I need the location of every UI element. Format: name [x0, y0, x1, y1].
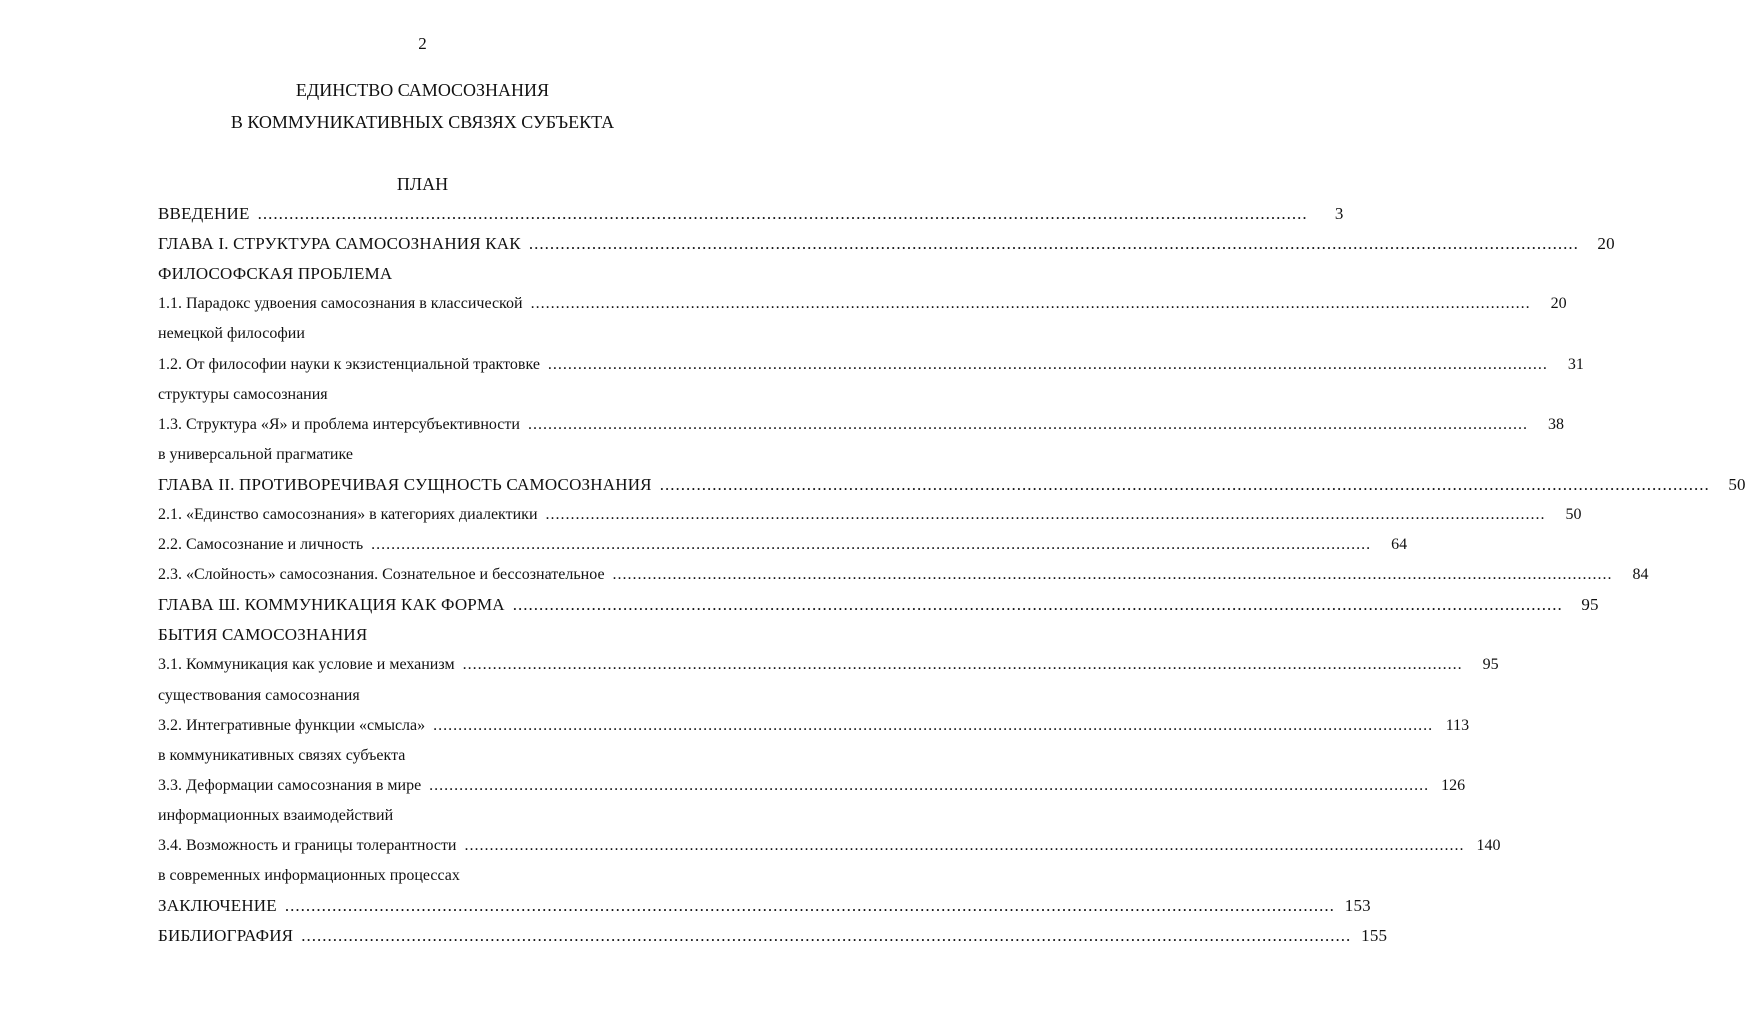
toc-entry — [158, 349, 1584, 379]
page-number: 2 — [418, 34, 427, 53]
toc-entry-title: ГЛАВА I. СТРУКТУРА САМОСОЗНАНИЯ КАК — [158, 234, 521, 254]
toc-entry — [158, 771, 1466, 801]
toc-entry-line — [158, 505, 1582, 524]
toc-entry-line — [158, 896, 1371, 916]
toc-entry-title: БИБЛИОГРАФИЯ — [158, 926, 294, 946]
toc-entry — [158, 500, 1582, 530]
toc-entry-title: 1.2. От философии науки к экзистенциальной трактовке — [158, 355, 540, 373]
toc-entry — [158, 921, 1388, 951]
toc-page-number: 126 — [1441, 776, 1466, 794]
toc-page-number: 153 — [1344, 896, 1371, 916]
toc-entry-title: 3.2. Интегративные функции «смысла» — [158, 716, 426, 734]
toc-page-number: 64 — [1391, 536, 1408, 554]
toc-leader-dots: ........................................................................................................................................................................................................ — [257, 204, 1308, 224]
toc-leader-dots: ........................................................................................................................................................................................................ — [659, 474, 1710, 494]
toc-entry-title: 3.4. Возможность и границы толерантности — [158, 837, 457, 855]
toc-entry — [158, 199, 1344, 229]
toc-entry-title-continuation: ФИЛОСОФСКАЯ ПРОБЛЕМА — [158, 264, 393, 284]
toc-leader-dots: ........................................................................................................................................................................................................ — [464, 837, 1465, 855]
toc-entry-line — [158, 716, 1470, 735]
toc-entry — [158, 470, 1746, 500]
toc-entry-title-continuation: информационных взаимодействий — [158, 806, 394, 824]
plan-heading: ПЛАН — [396, 174, 449, 194]
toc-entry-title: ГЛАВА Ш. КОММУНИКАЦИЯ КАК ФОРМА — [158, 595, 505, 615]
toc-leader-dots: ........................................................................................................................................................................................................ — [527, 415, 1528, 433]
toc-page-number: 113 — [1445, 716, 1470, 734]
toc-entry-line — [158, 656, 1499, 674]
toc-entry — [158, 590, 1599, 620]
toc-leader-dots: ........................................................................................................................................................................................................ — [512, 595, 1563, 615]
toc-page-number: 3 — [1334, 204, 1344, 224]
toc-entry-title: ЗАКЛЮЧЕНИЕ — [158, 896, 277, 916]
toc-entry-title-continuation: структуры самосознания — [158, 385, 328, 403]
toc-entry-continuation — [158, 681, 718, 711]
toc-leader-dots: ........................................................................................................................................................................................................ — [433, 716, 1434, 734]
toc-leader-dots: ........................................................................................................................................................................................................ — [530, 295, 1531, 313]
toc-leader-dots: ........................................................................................................................................................................................................ — [429, 776, 1430, 794]
toc-entry-line — [158, 474, 1746, 495]
toc-leader-dots: ........................................................................................................................................................................................................ — [547, 355, 1548, 373]
toc-entry — [158, 530, 1408, 560]
toc-entry-line — [158, 536, 1408, 554]
document-title-line-1: ЕДИНСТВО САМОСОЗНАНИЯ — [295, 80, 550, 100]
toc-entry — [158, 560, 1649, 590]
table-of-contents — [158, 199, 1746, 951]
toc-entry-line — [158, 776, 1466, 795]
toc-entry — [158, 711, 1470, 741]
toc-entry — [158, 229, 1615, 259]
toc-entry-title: 2.2. Самосознание и личность — [158, 536, 364, 554]
toc-page-number: 50 — [1728, 474, 1746, 494]
toc-page-number: 20 — [1550, 295, 1567, 313]
toc-entry-continuation — [158, 319, 718, 349]
toc-entry-line — [158, 234, 1615, 254]
toc-entry-title: 1.3. Структура «Я» и проблема интерсубъективности — [158, 415, 520, 433]
toc-entry-line — [158, 926, 1388, 946]
toc-leader-dots: ........................................................................................................................................................................................................ — [301, 926, 1352, 946]
toc-entry — [158, 289, 1567, 319]
toc-entry — [158, 831, 1501, 861]
toc-entry-line — [158, 837, 1501, 855]
toc-entry-line — [158, 295, 1567, 313]
toc-entry-continuation — [158, 380, 718, 410]
toc-entry-continuation — [158, 741, 718, 771]
toc-entry-title: ГЛАВА II. ПРОТИВОРЕЧИВАЯ СУЩНОСТЬ САМОСОЗНАНИЯ — [158, 474, 652, 494]
toc-page-number: 38 — [1547, 415, 1564, 433]
toc-entry-title-continuation: БЫТИЯ САМОСОЗНАНИЯ — [158, 625, 368, 645]
document-title-line-2: В КОММУНИКАТИВНЫХ СВЯЗЯХ СУБЪЕКТА — [230, 112, 615, 132]
toc-entry-line — [158, 355, 1584, 374]
toc-entry-continuation — [158, 259, 718, 289]
toc-entry-line — [158, 566, 1649, 584]
toc-leader-dots: ........................................................................................................................................................................................................ — [371, 536, 1372, 554]
toc-entry-title-continuation: в универсальной прагматике — [158, 445, 353, 463]
toc-entry — [158, 891, 1371, 921]
toc-entry-title-continuation: немецкой философии — [158, 325, 305, 343]
toc-leader-dots: ........................................................................................................................................................................................................ — [284, 896, 1335, 916]
toc-leader-dots: ........................................................................................................................................................................................................ — [612, 566, 1613, 584]
toc-entry-title: 1.1. Парадокс удвоения самосознания в классической — [158, 295, 523, 313]
toc-page-number: 95 — [1482, 656, 1499, 674]
toc-entry-title-continuation: существования самосознания — [158, 686, 360, 704]
toc-page-number: 50 — [1565, 505, 1582, 523]
toc-entry-title: ВВЕДЕНИЕ — [158, 204, 250, 224]
toc-entry-line — [158, 204, 1344, 224]
toc-entry-title: 2.3. «Слойность» самосознания. Сознательное и бессознательное — [158, 566, 605, 584]
toc-page-number: 155 — [1361, 926, 1388, 946]
toc-page-number: 84 — [1632, 566, 1649, 584]
toc-entry-title: 2.1. «Единство самосознания» в категориях диалектики — [158, 505, 538, 523]
toc-page-number: 20 — [1597, 234, 1615, 254]
toc-leader-dots: ........................................................................................................................................................................................................ — [545, 505, 1546, 523]
toc-entry-continuation — [158, 801, 718, 831]
toc-leader-dots: ........................................................................................................................................................................................................ — [528, 234, 1579, 254]
toc-entry-continuation — [158, 440, 718, 470]
toc-page-number: 95 — [1581, 595, 1599, 615]
toc-leader-dots: ........................................................................................................................................................................................................ — [462, 656, 1463, 674]
toc-page-number: 140 — [1476, 837, 1501, 855]
toc-entry-line — [158, 595, 1599, 615]
toc-entry-continuation — [158, 861, 718, 891]
toc-entry — [158, 410, 1564, 440]
toc-entry — [158, 650, 1499, 680]
toc-entry-title: 3.1. Коммуникация как условие и механизм — [158, 656, 455, 674]
toc-entry-title: 3.3. Деформации самосознания в мире — [158, 776, 422, 794]
toc-entry-title-continuation: в коммуникативных связях субъекта — [158, 746, 406, 764]
toc-entry-continuation — [158, 620, 718, 650]
toc-entry-title-continuation: в современных информационных процессах — [158, 867, 460, 885]
toc-entry-line — [158, 415, 1564, 434]
toc-page-number: 31 — [1567, 355, 1584, 373]
